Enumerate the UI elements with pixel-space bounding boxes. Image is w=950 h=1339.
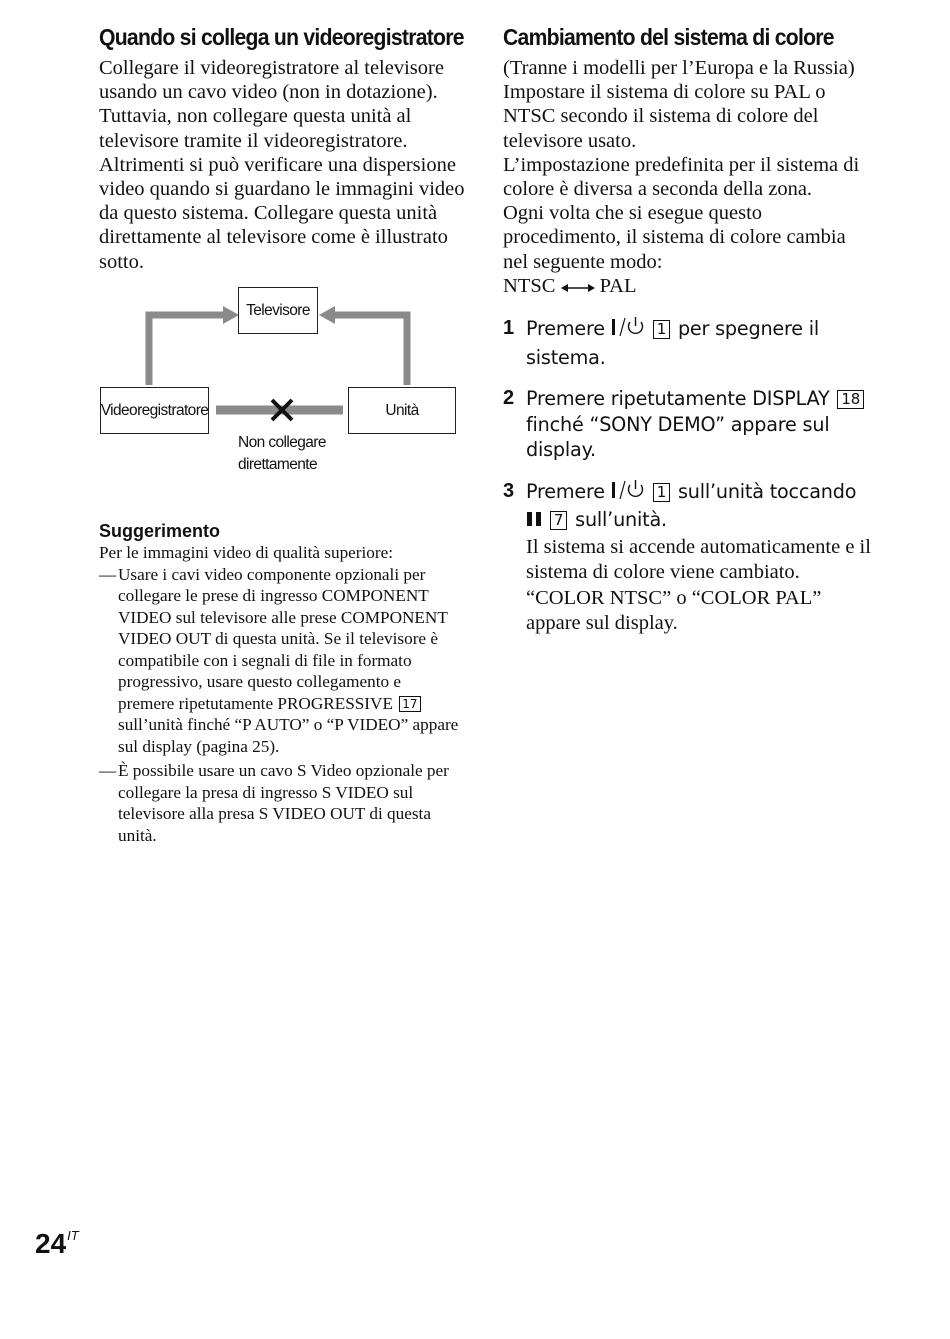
- color-para-set: Impostare il sistema di colore su PAL o NTSC secondo il sistema di colore del televisore usato.: [503, 81, 826, 152]
- vcr-to-tv-line: [149, 315, 227, 385]
- left-column: [99, 22, 469, 274]
- progressive-key-number: 17: [399, 696, 420, 712]
- tip-section: [99, 520, 459, 846]
- page-language-code: IT: [67, 1228, 79, 1243]
- color-system-heading: Cambiamento del sistema di colore: [503, 24, 834, 50]
- display-key-number: 18: [837, 390, 864, 409]
- vcr-section-paragraph: Collegare il videoregistratore al televisore usando un cavo video (non in dotazione). Tuttavia, non collegare questa unità al televisore tramite il videoregistratore. Altrimenti si può verificare una dispersione video quando si guardano le immagini video da questo sistema. Collegare questa unità direttamente al televisore come è illustrato sotto.: [99, 57, 465, 273]
- step-2-text: Premere ripetutamente DISPLAY: [526, 387, 830, 411]
- pause-key-number: 7: [550, 511, 567, 530]
- step-3-text-post: sull’unità.: [575, 508, 667, 532]
- cycle-ntsc: NTSC: [503, 274, 556, 297]
- tip-bullet-2: [99, 760, 459, 846]
- vcr-section-heading: Quando si collega un videoregistratore: [99, 24, 464, 50]
- cycle-pal: PAL: [599, 274, 637, 297]
- power-icon: [611, 316, 645, 345]
- step-3: [503, 479, 873, 636]
- page-number-value: 24: [35, 1228, 67, 1259]
- diagram-note-line1: Non collegare: [238, 434, 326, 451]
- vcr-box: Videoregistratore: [100, 387, 209, 434]
- right-column: [503, 22, 873, 652]
- step-3-text-mid: sull’unità toccando: [677, 479, 857, 503]
- power-icon: [611, 479, 645, 508]
- tip-intro: Per le immagini video di qualità superiore:: [99, 543, 394, 562]
- color-para-cycle: Ogni volta che si esegue questo procedimento, il sistema di colore cambia nel seguente modo:: [503, 202, 846, 273]
- tip-bullet-2-text: È possibile usare un cavo S Video opzionale per collegare la presa di ingresso S VIDEO sul televisore alla presa S VIDEO OUT di questa unità.: [118, 761, 449, 845]
- steps-list: [503, 316, 873, 636]
- step-2-text-post: finché “SONY DEMO” appare sul display.: [526, 412, 830, 462]
- pause-icon: [526, 508, 542, 534]
- power-key-number: 1: [653, 483, 670, 502]
- color-para-default: L’impostazione predefinita per il sistema di colore è diversa a seconda della zona.: [503, 153, 860, 201]
- connection-diagram: [99, 285, 469, 485]
- power-key-number: 1: [653, 320, 670, 339]
- tip-bullet-1: [99, 564, 459, 758]
- tip-bullet-1-text-a: Usare i cavi video componente opzionali per collegare le prese di ingresso COMPONENT VIDEO sul televisore alle prese COMPONENT VIDEO OUT di questa unità. Se il televisore è compatibile con i segnali di file in formato progressivo, usare questo collegamento e premere ripetutamente PROGRESSIVE: [118, 564, 448, 713]
- step-3-result: Il sistema si accende automaticamente e il sistema di colore viene cambiato. “COLOR NTSC” o “COLOR PAL” appare sul display.: [526, 535, 871, 635]
- unit-box: Unità: [348, 387, 456, 434]
- color-cycle: [503, 274, 873, 299]
- bullet-dash: —: [99, 761, 117, 780]
- step-2: [503, 386, 873, 463]
- unit-to-tv-line: [331, 315, 407, 385]
- page-number: [35, 1228, 79, 1260]
- tip-title: Suggerimento: [99, 521, 221, 541]
- tip-bullet-1-text-b: sull’unità finché “P AUTO” o “P VIDEO” appare sul display (pagina 25).: [118, 715, 459, 756]
- step-number: 1: [503, 317, 515, 340]
- unit-to-tv-arrowhead: [319, 306, 335, 324]
- step-number: 2: [503, 387, 515, 410]
- step-3-text: Premere: [526, 479, 605, 503]
- color-para-exception: (Tranne i modelli per l’Europa e la Russia): [503, 57, 855, 79]
- step-number: 3: [503, 479, 515, 502]
- step-1-text-post: per spegnere il sistema.: [526, 317, 820, 369]
- double-arrow-icon: [561, 275, 595, 299]
- step-1: [503, 316, 873, 370]
- vcr-to-tv-arrowhead: [223, 306, 239, 324]
- tv-box: Televisore: [238, 287, 318, 334]
- bullet-dash: —: [99, 564, 117, 584]
- step-1-text: Premere: [526, 317, 605, 341]
- diagram-note-line2: direttamente: [238, 456, 317, 473]
